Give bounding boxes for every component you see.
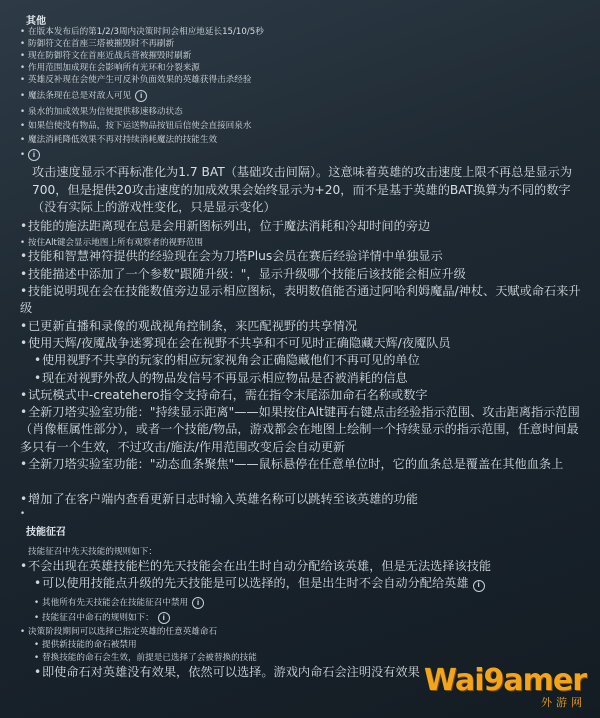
list-item: •全新刀塔实验室功能："持续显示距离"——如果按住Alt键再右键点击经验指示范围、攻击距离指示范围（肖像框属性部分），或者一个技能/物品，游戏都会在地图上绘制一个持续显示的指示范围，任意时间最多只有一个生效，不过攻击/施法/作用范围改变后会自动更新	[20, 405, 580, 454]
facet-intro: 技能征召中先天技能的规则如下：	[28, 547, 157, 557]
list-item: •技能说明现在会在技能数值旁边显示相应图标，表明数值能否通过阿哈利姆魔晶/神杖、天赋或命石来升级	[20, 284, 581, 316]
list-item: •	[20, 509, 26, 519]
sub-list-item: • 可以使用技能点升级的先天技能是可以选择的，但是出生时不会自动分配给英雄 i	[34, 575, 590, 592]
list-item: • 魔法条现在总是对敌人可见 i	[20, 90, 590, 102]
list-item: • 魔法消耗降低效果不再对持续消耗魔法的技能生效	[20, 135, 218, 145]
section-heading-other: 其他	[26, 16, 46, 27]
list-item: • 泉水的加成效果为信使提供移速移动状态	[20, 107, 183, 117]
list-item: • 试玩模式中-createhero指令支持命石，需在指令末尾添加命石名称或数字	[20, 388, 428, 402]
watermark-tagline: 外游网	[541, 696, 586, 709]
info-icon[interactable]: i	[192, 597, 204, 609]
list-item: • 按住Alt键会显示地图上所有观察者的视野范围	[20, 238, 203, 248]
info-icon[interactable]: i	[28, 149, 40, 161]
list-item: • 已更新直播和录像的观战视角控制条，来匹配视野的共享情况	[20, 319, 358, 333]
sub-list-item: • 使用视野不共享的玩家的相应玩家视角会正确隐藏他们不再可见的单位	[34, 353, 420, 367]
info-icon[interactable]: i	[158, 612, 170, 624]
sub-list-item: • 即使命石对英雄没有效果，依然可以选择。游戏内命石会注明没有效果	[34, 665, 420, 679]
watermark-logo: Wai9amer	[423, 663, 586, 698]
list-item: • 技能描述中添加了一个参数"跟随升级："，显示升级哪个技能后该技能会相应升级	[20, 267, 466, 281]
list-item: • 在版本发布后的第1/2/3周内决策时间会相应地延长15/10/5秒	[20, 27, 264, 37]
list-item: • 防御符文在首座三塔被摧毁时不再刷新	[20, 39, 175, 49]
list-item: • 如果信使没有物品，按下运送物品按钮后信使会直接回泉水	[20, 121, 252, 131]
list-item: • 不会出现在英雄技能栏的先天技能会在出生时自动分配给该英雄，但是无法选择该技能	[20, 559, 492, 573]
list-item: • 技能和智慧神符提供的经验现在会为刀塔Plus会员在赛后经验详情中单独显示	[20, 249, 443, 263]
list-item: • 现在防御符文在首座近战兵营被摧毁时刷新	[20, 51, 192, 61]
sub-list-item: • 现在对视野外敌人的物品发信号不再显示相应物品是否被消耗的信息	[34, 371, 408, 385]
site-watermark	[424, 663, 586, 710]
sub-list-item: • 提供新技能的命石被禁用	[34, 640, 137, 650]
list-item: • 决策阶段期间可以选择已指定英雄的任意英雄命石	[20, 627, 218, 637]
list-item: • 英雄反补现在会使产生可反补负面效果的英雄获得击杀经验	[20, 75, 252, 85]
list-item: •全新刀塔实验室功能："动态血条聚焦"——鼠标悬停在任意单位时，它的血条总是覆盖在其他血条上	[20, 457, 564, 471]
section-heading-ability-draft: 技能征召	[26, 527, 66, 538]
sub-list-item: • 技能征召中命石的规则如下： i	[34, 612, 590, 624]
attack-speed-note: 攻击速度显示不再标准化为1.7 BAT（基础攻击间隔）。这意味着英雄的攻击速度上限不再总是显示为700，但是提供20攻击速度的加成效果会始终显示为+20，而不是基于英雄的BAT换算为不同的数字（没有实际上的游戏性变化，只是显示变化）	[32, 165, 573, 215]
list-item: • 作用范围加成现在会影响所有光环和分裂来源	[20, 63, 200, 73]
list-item: • i	[20, 149, 590, 161]
list-item: • 增加了在客户端内查看更新日志时输入英雄名称可以跳转至该英雄的功能	[20, 492, 418, 506]
info-icon[interactable]: i	[135, 90, 147, 102]
sub-list-item: • 替换技能的命石会生效，前提是已选择了会被替换的技能	[34, 653, 257, 663]
list-item: • 使用天辉/夜魇战争迷雾现在会在视野不共享和不可见时正确隐藏天辉/夜魇队员	[20, 336, 451, 350]
sub-list-item: • 其他所有先天技能会在技能征召中禁用 i	[34, 597, 590, 609]
info-icon[interactable]: i	[473, 580, 485, 592]
list-item: • 技能的施法距离现在总是会用新图标列出，位于魔法消耗和冷却时间的旁边	[20, 219, 431, 233]
